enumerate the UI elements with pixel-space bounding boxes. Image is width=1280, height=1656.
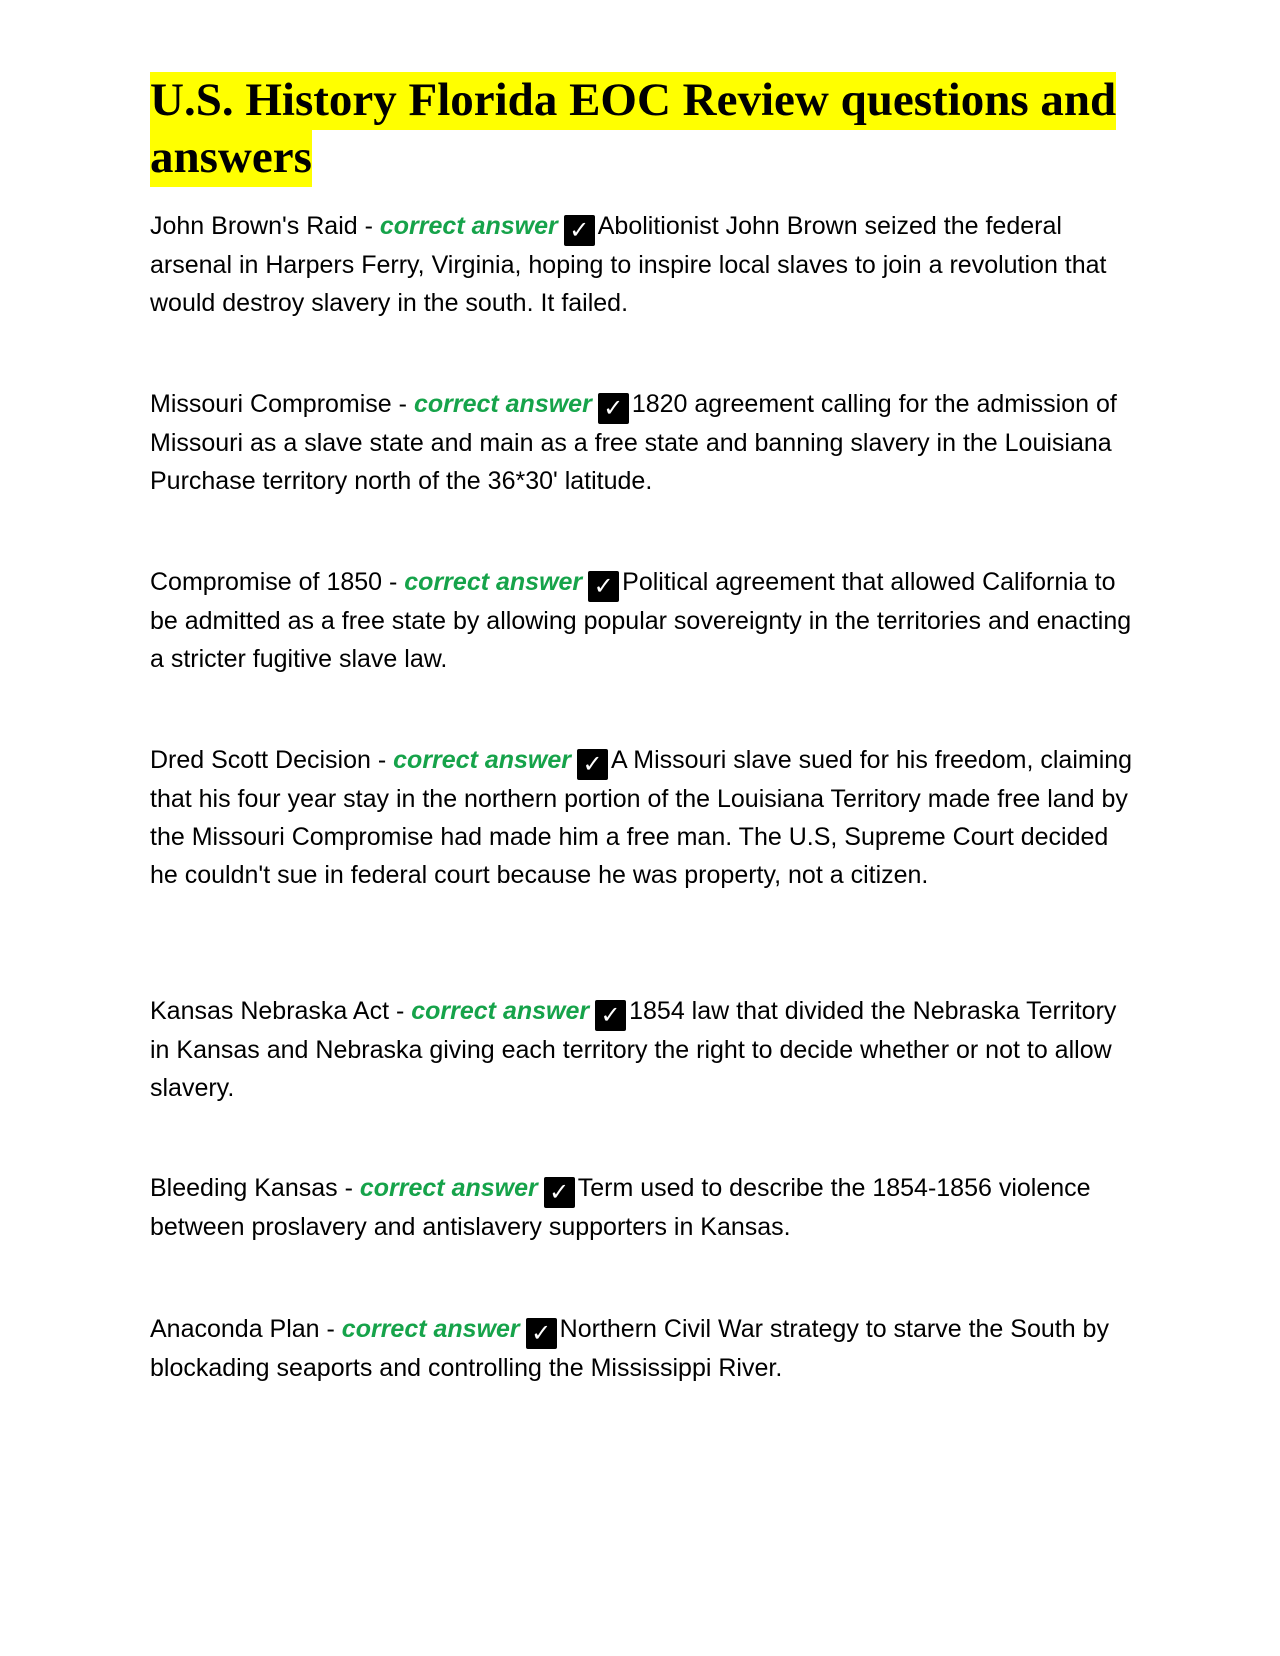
entry-term: John Brown's Raid - bbox=[150, 212, 380, 240]
check-mark-icon: ✓ bbox=[595, 1000, 626, 1031]
qa-entry bbox=[150, 1310, 1140, 1387]
entry-term: Missouri Compromise - bbox=[150, 390, 414, 418]
qa-entry bbox=[150, 1169, 1140, 1246]
check-mark-icon: ✓ bbox=[564, 215, 595, 246]
qa-entry bbox=[150, 741, 1140, 895]
correct-answer-label: correct answer bbox=[411, 997, 590, 1025]
correct-answer-label: correct answer bbox=[359, 1174, 538, 1202]
correct-answer-label: correct answer bbox=[379, 212, 558, 240]
entry-term: Compromise of 1850 - bbox=[150, 568, 405, 596]
page-title bbox=[150, 72, 1150, 186]
qa-entry bbox=[150, 207, 1140, 322]
title-highlight: U.S. History Florida EOC Review questions and answers bbox=[150, 72, 1116, 187]
check-mark-icon: ✓ bbox=[526, 1318, 557, 1349]
check-mark-icon: ✓ bbox=[598, 393, 629, 424]
entry-answer: Abolitionist John Brown seized the federal arsenal in Harpers Ferry, Virginia, hoping to inspire local slaves to join a revolution that would destroy slavery in the south. It failed. bbox=[150, 212, 1107, 318]
qa-entry bbox=[150, 385, 1140, 500]
correct-answer-label: correct answer bbox=[341, 1315, 520, 1343]
check-mark-icon: ✓ bbox=[544, 1177, 575, 1208]
entry-answer: Term used to describe the 1854-1856 violence between proslavery and antislavery supporters in Kansas. bbox=[150, 1174, 1091, 1241]
correct-answer-label: correct answer bbox=[413, 390, 592, 418]
entry-term: Anaconda Plan - bbox=[150, 1315, 342, 1343]
entry-answer: Political agreement that allowed California to be admitted as a free state by allowing popular sovereignty in the territories and enacting a stricter fugitive slave law. bbox=[150, 568, 1132, 674]
entry-answer: 1854 law that divided the Nebraska Territory in Kansas and Nebraska giving each territory the right to decide whether or not to allow slavery. bbox=[150, 997, 1117, 1103]
entry-term: Bleeding Kansas - bbox=[150, 1174, 360, 1202]
entry-answer: A Missouri slave sued for his freedom, claiming that his four year stay in the northern portion of the Louisiana Territory made free land by the Missouri Compromise had made him a free man. The U.S, Supreme Court decided he couldn't sue in federal court because he was property, not a citizen. bbox=[150, 746, 1133, 890]
check-mark-icon: ✓ bbox=[577, 749, 608, 780]
qa-entry bbox=[150, 992, 1140, 1107]
entry-term: Dred Scott Decision - bbox=[150, 746, 394, 774]
correct-answer-label: correct answer bbox=[404, 568, 583, 596]
entry-answer: Northern Civil War strategy to starve the South by blockading seaports and controlling the Mississippi River. bbox=[150, 1315, 1109, 1382]
check-mark-icon: ✓ bbox=[588, 571, 619, 602]
qa-entry bbox=[150, 563, 1140, 678]
entry-answer: 1820 agreement calling for the admission of Missouri as a slave state and main as a free state and banning slavery in the Louisiana Purchase territory north of the 36*30' latitude. bbox=[150, 390, 1117, 496]
entry-term: Kansas Nebraska Act - bbox=[150, 997, 412, 1025]
correct-answer-label: correct answer bbox=[393, 746, 572, 774]
